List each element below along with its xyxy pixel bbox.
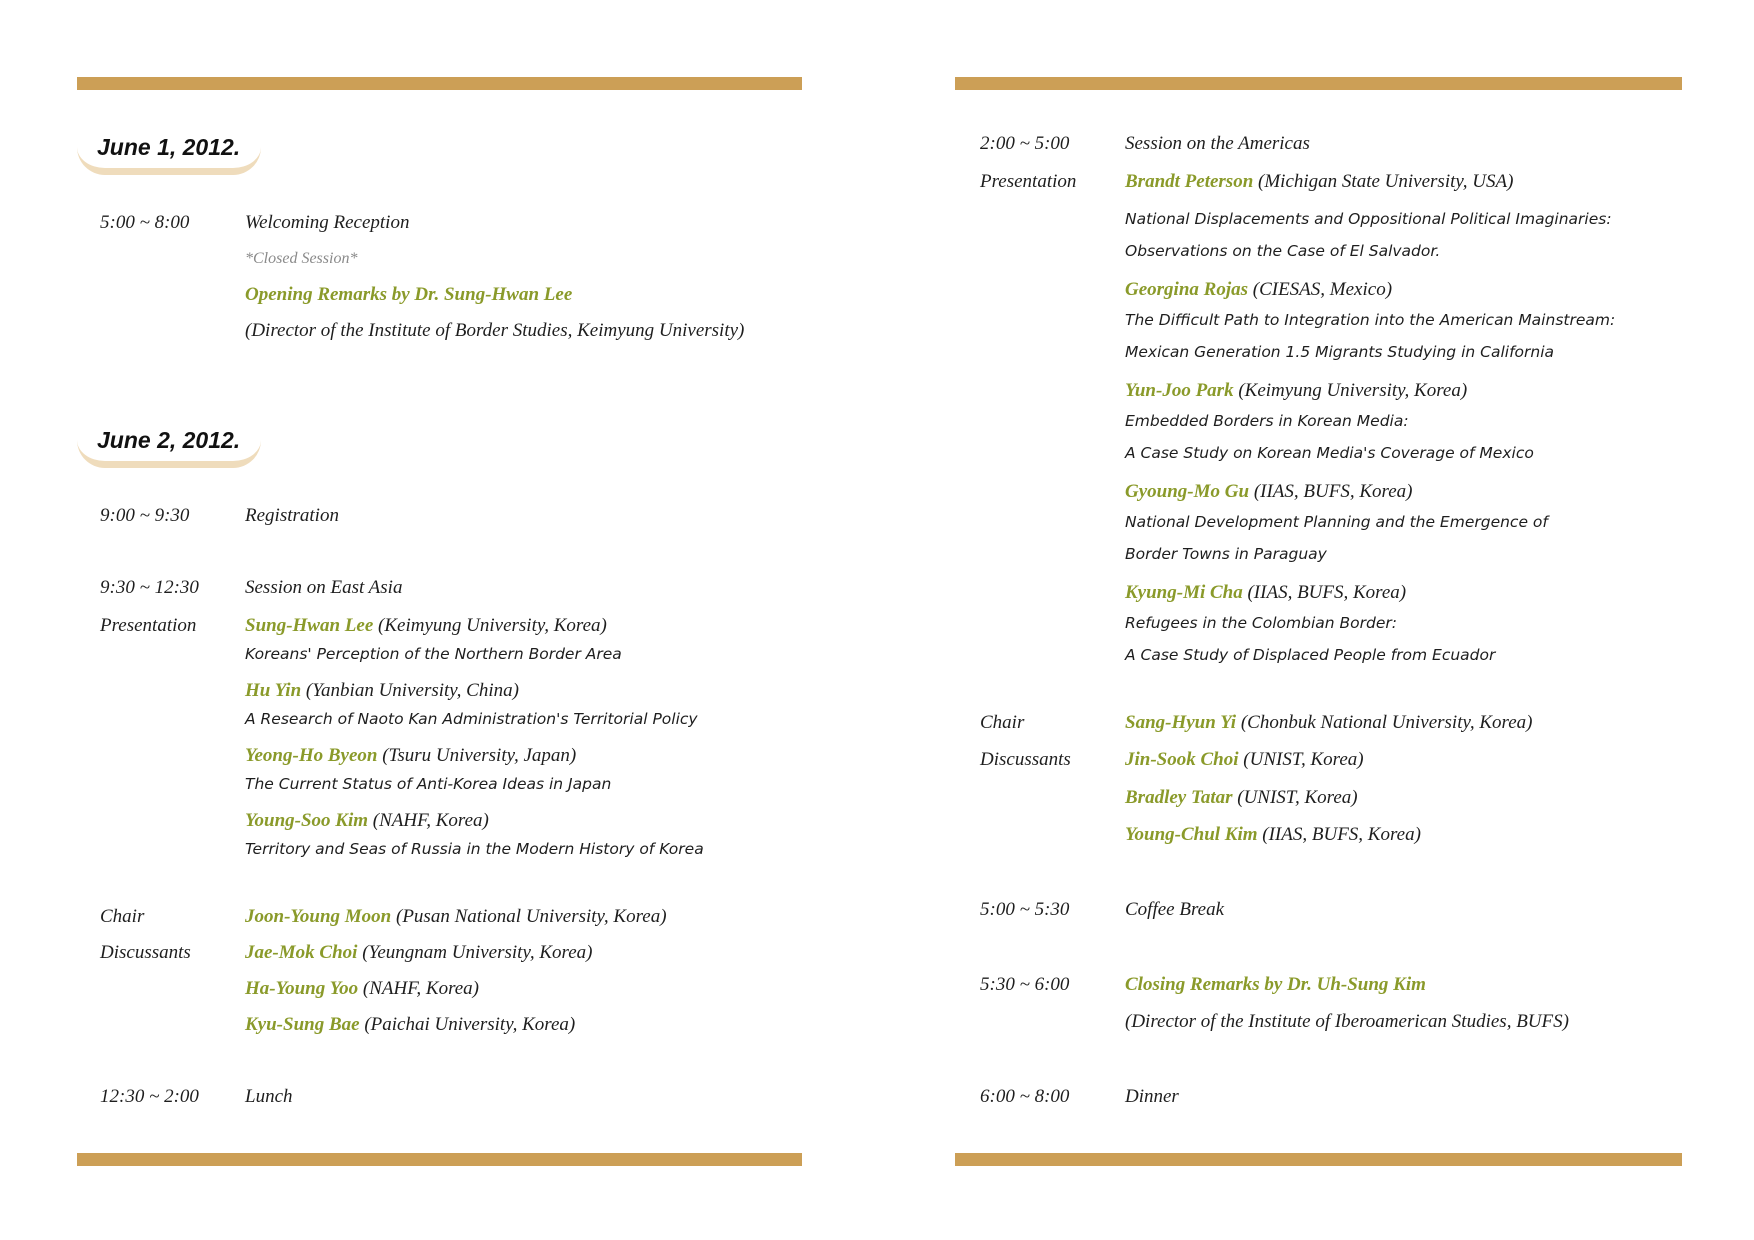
- left-top-bar: [77, 77, 802, 90]
- presenter-affiliation: (Michigan State University, USA): [1253, 171, 1514, 192]
- presentation-title: Embedded Borders in Korean Media:: [1125, 412, 1409, 430]
- presenter-line: [1125, 279, 1392, 301]
- presentation-title: Observations on the Case of El Salvador.: [1125, 242, 1441, 260]
- date-heading: June 1, 2012.: [97, 134, 241, 160]
- presentation-title: A Case Study of Displaced People from Ecuador: [1125, 646, 1496, 664]
- presenter-name: Yun-Joo Park: [1125, 380, 1234, 401]
- presenter-line: [245, 615, 607, 637]
- discussant-affiliation: (Paichai University, Korea): [359, 1014, 576, 1035]
- time-slot: 9:00 ~ 9:30: [100, 505, 190, 526]
- right-bottom-bar: [955, 1153, 1682, 1166]
- discussant-affiliation: (UNIST, Korea): [1232, 787, 1358, 808]
- chair-line: [245, 906, 667, 928]
- discussant-name: Jae-Mok Choi: [245, 942, 358, 963]
- chair-label: Chair: [100, 906, 145, 927]
- discussant-name: Bradley Tatar: [1125, 787, 1233, 808]
- chair-name: Joon-Young Moon: [245, 906, 392, 927]
- presenter-affiliation: (CIESAS, Mexico): [1248, 279, 1393, 300]
- time-slot: 5:00 ~ 5:30: [980, 899, 1070, 920]
- presenter-affiliation: (IIAS, BUFS, Korea): [1249, 481, 1413, 502]
- presentation-title: A Case Study on Korean Media's Coverage of Mexico: [1125, 444, 1534, 462]
- discussant-line: [1125, 787, 1358, 809]
- presenter-affiliation: (Keimyung University, Korea): [1233, 380, 1468, 401]
- presenter-line: [1125, 380, 1467, 402]
- discussant-affiliation: (Yeungnam University, Korea): [357, 942, 593, 963]
- discussants-label: Discussants: [980, 749, 1071, 770]
- opening-remarks-affiliation: (Director of the Institute of Border Studies, Keimyung University): [245, 320, 745, 341]
- presenter-line: [245, 810, 489, 832]
- presentation-label: Presentation: [980, 171, 1077, 192]
- discussant-line: [1125, 749, 1364, 771]
- presentation-title: Territory and Seas of Russia in the Modern History of Korea: [245, 840, 704, 858]
- time-slot: 12:30 ~ 2:00: [100, 1086, 199, 1107]
- discussant-name: Young-Chul Kim: [1125, 824, 1258, 845]
- chair-label: Chair: [980, 712, 1025, 733]
- date-badge-june-2: [77, 423, 261, 468]
- event-label: Lunch: [245, 1086, 293, 1107]
- presenter-name: Yeong-Ho Byeon: [245, 745, 378, 766]
- presenter-name: Brandt Peterson: [1125, 171, 1254, 192]
- event-label: Session on East Asia: [245, 577, 403, 598]
- presenter-affiliation: (NAHF, Korea): [368, 810, 489, 831]
- event-label: Coffee Break: [1125, 899, 1225, 920]
- discussant-affiliation: (NAHF, Korea): [358, 978, 480, 999]
- time-slot: 6:00 ~ 8:00: [980, 1086, 1070, 1107]
- presentation-title: Mexican Generation 1.5 Migrants Studying in California: [1125, 343, 1555, 361]
- chair-affiliation: (Pusan National University, Korea): [391, 906, 667, 927]
- discussants-label: Discussants: [100, 942, 191, 963]
- time-slot: 5:30 ~ 6:00: [980, 974, 1070, 995]
- presenter-name: Hu Yin: [245, 680, 302, 701]
- left-bottom-bar: [77, 1153, 802, 1166]
- discussant-line: [245, 1014, 575, 1036]
- closing-remarks-affiliation: (Director of the Institute of Iberoamerican Studies, BUFS): [1125, 1011, 1569, 1032]
- presentation-title: The Difficult Path to Integration into the American Mainstream:: [1125, 311, 1616, 329]
- closing-remarks: Closing Remarks by Dr. Uh-Sung Kim: [1125, 974, 1426, 995]
- time-slot: 9:30 ~ 12:30: [100, 577, 199, 598]
- presentation-title: Border Towns in Paraguay: [1125, 545, 1327, 563]
- presenter-name: Gyoung-Mo Gu: [1125, 481, 1250, 502]
- presentation-title: Refugees in the Colombian Border:: [1125, 614, 1397, 632]
- presentation-title: National Displacements and Oppositional Political Imaginaries:: [1125, 210, 1612, 228]
- presenter-affiliation: (Keimyung University, Korea): [373, 615, 607, 636]
- discussant-name: Ha-Young Yoo: [245, 978, 359, 999]
- presenter-line: [1125, 171, 1513, 193]
- discussant-affiliation: (IIAS, BUFS, Korea): [1257, 824, 1421, 845]
- presenter-line: [1125, 481, 1412, 503]
- presentation-label: Presentation: [100, 615, 197, 636]
- presenter-name: Georgina Rojas: [1125, 279, 1248, 300]
- chair-line: [1125, 712, 1532, 734]
- presenter-line: [245, 680, 519, 702]
- discussant-affiliation: (UNIST, Korea): [1238, 749, 1364, 770]
- right-top-bar: [955, 77, 1682, 90]
- presentation-title: Koreans' Perception of the Northern Border Area: [245, 645, 622, 663]
- presentation-title: The Current Status of Anti-Korea Ideas in Japan: [245, 775, 612, 793]
- presenter-name: Sung-Hwan Lee: [245, 615, 374, 636]
- closed-session-note: *Closed Session*: [245, 250, 358, 267]
- presenter-affiliation: (Tsuru University, Japan): [377, 745, 577, 766]
- presentation-title: National Development Planning and the Emergence of: [1125, 513, 1548, 531]
- discussant-line: [1125, 824, 1421, 846]
- presenter-line: [1125, 582, 1406, 604]
- presenter-name: Kyung-Mi Cha: [1125, 582, 1243, 603]
- chair-affiliation: (Chonbuk National University, Korea): [1236, 712, 1533, 733]
- time-slot: 2:00 ~ 5:00: [980, 133, 1070, 154]
- date-badge-june-1: [77, 130, 261, 175]
- presenter-line: [245, 745, 576, 767]
- discussant-line: [245, 942, 592, 964]
- presentation-title: A Research of Naoto Kan Administration's Territorial Policy: [245, 710, 698, 728]
- presenter-affiliation: (Yanbian University, China): [301, 680, 519, 701]
- discussant-name: Jin-Sook Choi: [1125, 749, 1239, 770]
- event-label: Session on the Americas: [1125, 133, 1310, 154]
- presenter-name: Young-Soo Kim: [245, 810, 369, 831]
- event-label: Dinner: [1125, 1086, 1179, 1107]
- chair-name: Sang-Hyun Yi: [1125, 712, 1237, 733]
- time-slot: 5:00 ~ 8:00: [100, 212, 190, 233]
- event-label: Registration: [245, 505, 339, 526]
- event-label: Welcoming Reception: [245, 212, 410, 233]
- presenter-affiliation: (IIAS, BUFS, Korea): [1242, 582, 1407, 603]
- discussant-line: [245, 978, 479, 1000]
- discussant-name: Kyu-Sung Bae: [245, 1014, 360, 1035]
- opening-remarks: Opening Remarks by Dr. Sung-Hwan Lee: [245, 284, 573, 305]
- date-heading: June 2, 2012.: [97, 427, 241, 453]
